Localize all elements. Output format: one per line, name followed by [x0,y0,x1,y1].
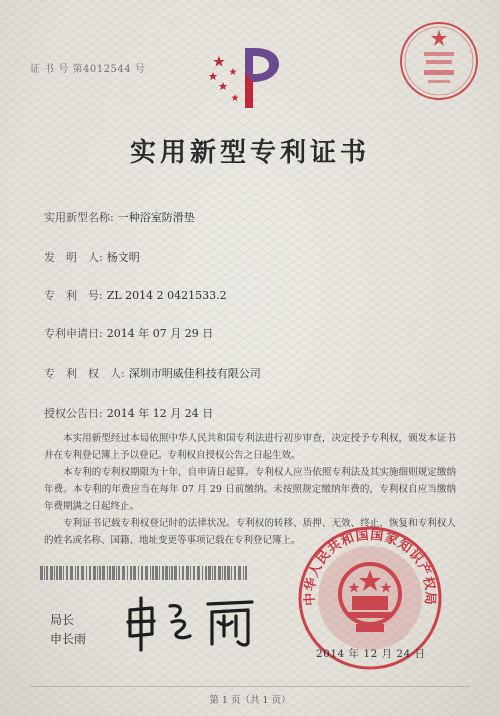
patent-office-logo-icon [205,42,285,112]
utility-model-name-row [44,209,195,225]
utility-model-name-label: 实用新型名称: [44,211,114,224]
seal-date: 2014 年 12 月 24 日 [316,648,426,660]
inventor-value: 杨文明 [106,251,140,264]
inventor-label: 发 明 人: [44,251,103,264]
agency-stamp-icon [398,20,480,102]
body-paragraph: 本专利的专利权期限为十年，自申请日起算。专利权人应当依照专利法及其实施细则规定缴纳年费。本专利的年费应当在每年 07 月 29 日前缴纳。未按照规定缴纳年费的，专利权自应当缴纳年费期满之日起终止。 [44,467,456,512]
footer-divider [30,686,470,687]
filing-date-value: 2014 年 07 月 29 日 [106,327,214,340]
filing-date-row [44,325,213,341]
grant-date-row [44,405,213,421]
patent-number-row [44,287,227,303]
grant-date-value: 2014 年 12 月 24 日 [106,407,214,420]
body-paragraph: 本实用新型经过本局依照中华人民共和国专利法进行初步审查，决定授予专利权，颁发本证书并在专利登记簿上予以登记。专利权自授权公告之日起生效。 [44,433,456,461]
patent-number-label: 专 利 号: [44,289,103,302]
filing-date-label: 专利申请日: [44,327,103,340]
seal-text: 中华人民共和国国家知识产权局 [302,527,438,607]
certificate-number: 证 书 号 第4012544 号 [30,64,146,75]
director-signature-icon [120,592,270,654]
certificate-title: 实用新型专利证书 [129,138,370,168]
patentee-row [44,365,261,381]
patentee-label: 专 利 权 人: [44,367,125,380]
page-number: 第 1 页（共 1 页） [209,695,291,706]
patentee-value: 深圳市明威佳科技有限公司 [128,367,261,380]
grant-date-label: 授权公告日: [44,407,103,420]
body-paragraph: 专利证书记载专利权登记时的法律状况。专利权的转移、质押、无效、终止、恢复和专利权人的姓名或名称、国籍、地址变更等事项记载在专利登记簿上。 [44,518,456,546]
director-title: 局长 [50,613,75,627]
patent-number-value: ZL 2014 2 0421533.2 [106,289,227,302]
inventor-row [44,249,140,265]
utility-model-name-value: 一种浴室防滑垫 [117,211,195,224]
barcode-icon [40,566,250,580]
logo-stars-icon [209,56,239,101]
director-name: 申长雨 [50,632,87,646]
